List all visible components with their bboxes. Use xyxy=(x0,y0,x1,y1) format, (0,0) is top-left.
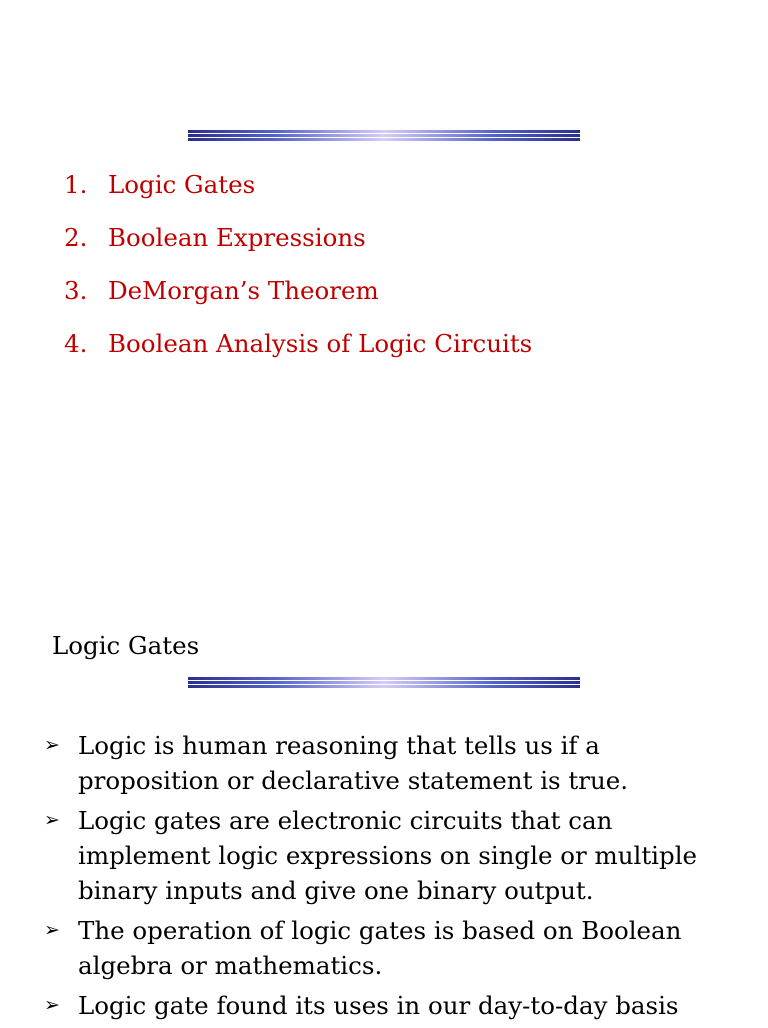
arrow-bullet-icon: ➢ xyxy=(44,809,60,831)
agenda-item-number: 3. xyxy=(64,276,88,305)
slide-logic-gates xyxy=(0,560,768,1024)
bullet-item xyxy=(44,988,744,1023)
arrow-bullet-icon: ➢ xyxy=(44,994,60,1016)
agenda-item-label: Logic Gates xyxy=(108,170,256,199)
arrow-bullet-icon: ➢ xyxy=(44,734,60,756)
title-divider xyxy=(188,130,580,142)
agenda-item-number: 4. xyxy=(64,329,88,358)
agenda-item-number: 2. xyxy=(64,223,88,252)
agenda-item-number: 1. xyxy=(64,170,88,199)
bullet-item xyxy=(44,728,744,798)
bullet-text: The operation of logic gates is based on Boolean algebra or mathematics. xyxy=(78,916,682,980)
arrow-bullet-icon: ➢ xyxy=(44,919,60,941)
agenda-item xyxy=(64,273,532,326)
agenda-list xyxy=(64,167,532,379)
bullet-text: Logic is human reasoning that tells us if a proposition or declarative statement is true. xyxy=(78,731,629,795)
agenda-item-label: Boolean Analysis of Logic Circuits xyxy=(108,329,533,358)
agenda-item xyxy=(64,326,532,379)
agenda-item-label: DeMorgan’s Theorem xyxy=(108,276,379,305)
title-divider xyxy=(188,677,580,689)
agenda-item-label: Boolean Expressions xyxy=(108,223,366,252)
bullet-list xyxy=(44,728,744,1028)
bullet-text: Logic gate found its uses in our day-to-day basis xyxy=(78,991,679,1020)
slide-title: Logic Gates xyxy=(52,631,200,660)
bullet-text: Logic gates are electronic circuits that can implement logic expressions on single or multiple binary inputs and give one binary output. xyxy=(78,806,698,905)
agenda-item xyxy=(64,167,532,220)
bullet-item xyxy=(44,803,744,908)
bullet-item xyxy=(44,913,744,983)
agenda-item xyxy=(64,220,532,273)
